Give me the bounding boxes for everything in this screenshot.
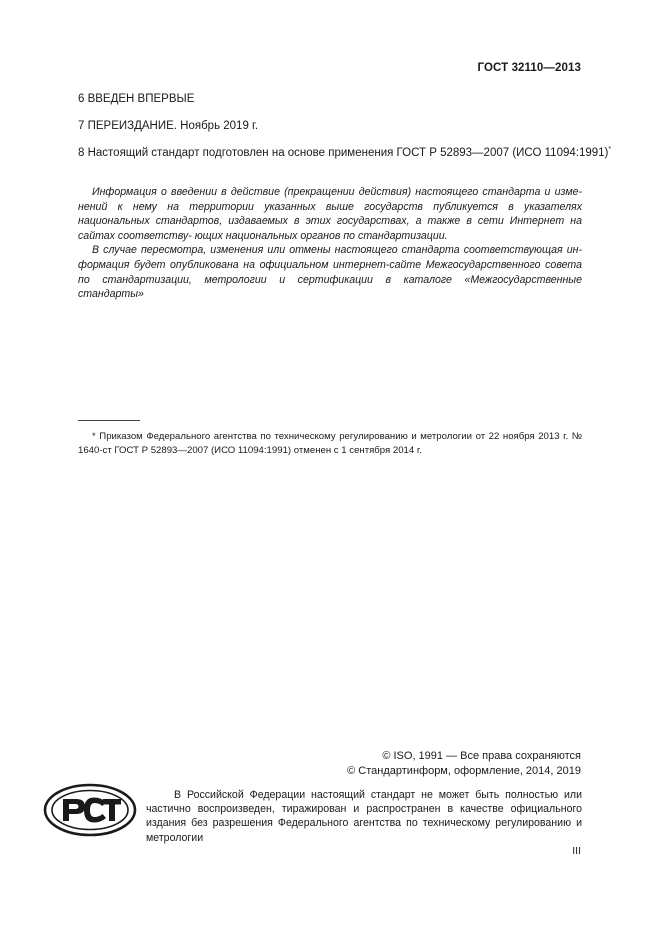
notice-line: издания без разрешения Федерального агентства по техническому регулированию [146, 817, 572, 830]
info-paragraph-2 [78, 243, 582, 301]
standard-code: ГОСТ 32110—2013 [477, 62, 581, 74]
item-republication: 7 ПЕРЕИЗДАНИЕ. Ноябрь 2019 г. [78, 120, 259, 132]
notice-line: частично воспроизведен, тиражирован и распространен в качестве официального [146, 803, 582, 816]
info-para2-line: стандартизации, метрологии и сертификации в каталоге «Межгосударственные стандарты» [78, 273, 582, 301]
footnote-line-1: * Приказом Федерального агентства по техническому регулированию и метрологии от 22 ноября 2013 г. [92, 431, 569, 442]
footnote-marker[interactable]: * [608, 146, 612, 154]
info-para1-line: ющих национальных органов по стандартизации. [194, 229, 448, 242]
copyright-iso: © ISO, 1991 — Все права сохраняются [382, 750, 581, 762]
item-introduced-first: 6 ВВЕДЕН ВПЕРВЫЕ [78, 93, 195, 105]
item-prepared-basis-text: 8 Настоящий стандарт подготовлен на основе применения ГОСТ Р 52893—2007 (ИСО 11094:1991) [78, 147, 609, 159]
info-para1-line: нений к нему на территории указанных выше государств публикуется в указателях национальных [78, 200, 582, 228]
info-block [78, 185, 582, 302]
info-para1-line: Информация о введении в действие (прекращении действия) настоящего стандарта и изме- [92, 186, 582, 198]
notice-line: и метрологии [146, 817, 582, 844]
footnote-line-2: № 1640-ст ГОСТ Р 52893—2007 (ИСО 11094:1991) отменен с 1 сентября 2014 г. [78, 431, 582, 456]
footnote-divider [78, 420, 140, 421]
info-paragraph-1 [78, 185, 582, 243]
info-para1-line: стандартов, издаваемых в этих государствах, а также в сети Интернет на сайтах соответству- [78, 215, 582, 242]
copyright-standartinform: © Стандартинформ, оформление, 2014, 2019 [347, 765, 581, 777]
item-prepared-basis [78, 147, 611, 159]
info-para2-line: формация будет опубликована на официальном интернет-сайте Межгосударственного совета по [78, 258, 582, 286]
page-number: III [572, 845, 581, 857]
copyright-notice [146, 788, 582, 845]
rst-certification-mark-icon [43, 783, 137, 837]
footnote [78, 430, 582, 457]
info-para2-line: В случае пересмотра, изменения или отмены настоящего стандарта соответствующая ин- [92, 244, 582, 257]
notice-line: В Российской Федерации настоящий стандарт не может быть полностью или [174, 789, 582, 801]
